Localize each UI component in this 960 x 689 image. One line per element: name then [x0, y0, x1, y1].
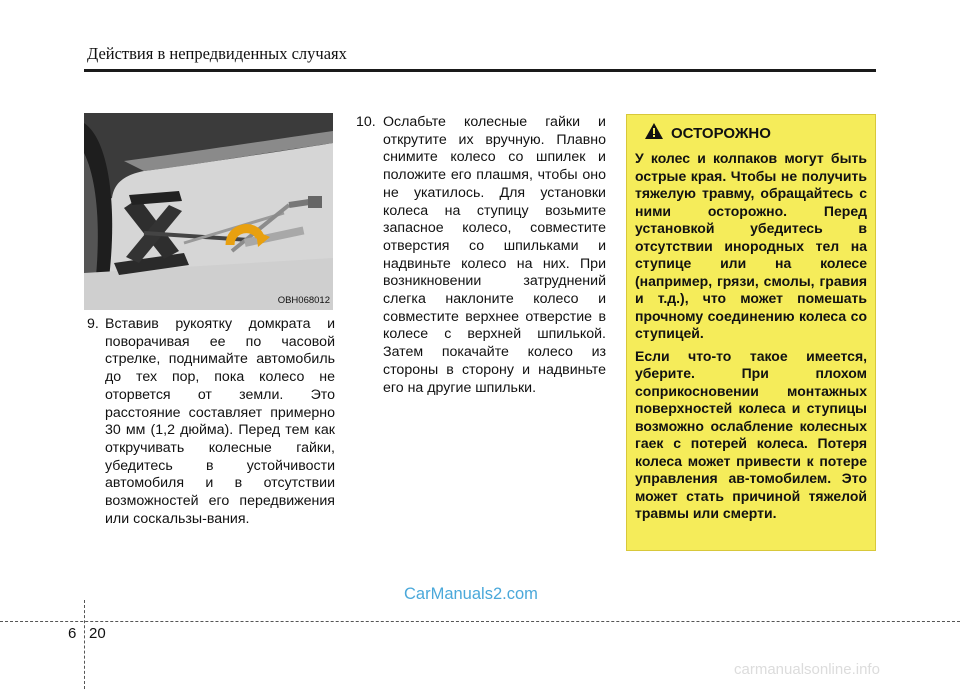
site-watermark: carmanualsonline.info — [734, 661, 880, 678]
caution-paragraph: У колес и колпаков могут быть острые края. Чтобы не получить тяжелую травму, обращайтесь с ними осторожно. Перед установкой убедитесь в отсутствии инородных тел на ступице или на колесе (например, грязи, смолы, гравия и т.д.), что может помешать прочному соединению колеса со ступицей. — [635, 150, 867, 341]
caution-paragraph: Если что-то такое имеется, уберите. При плохом соприкосновении монтажных поверхностей колеса и ступицы возможно ослабление колесных гаек с потерей колеса. Потеря колеса может привести к потере управления ав-томобилем. Это может стать причиной тяжелой травмы или смерти. — [635, 347, 867, 521]
step-10 — [356, 114, 606, 397]
jack-illustration — [84, 113, 333, 310]
chapter-number: 6 — [68, 625, 77, 642]
footer-divider — [84, 600, 85, 689]
footer-rule — [0, 621, 960, 622]
page-number: 20 — [89, 625, 106, 642]
page-header-title: Действия в непредвиденных случаях — [87, 44, 347, 63]
step-text: Вставив рукоятку домкрата и поворачивая ее по часовой стрелке, поднимайте автомобиль до тех пор, пока колесо не оторвется от земли. Это расстояние составляет примерно 30 мм (1,2 дюйма). Перед тем как откручивать колесные гайки, убедитесь в устойчивости автомобиля и в отсутствии возможностей его передвижения или соскальзы-вания. — [105, 316, 335, 527]
caution-title: ОСТОРОЖНО — [671, 125, 771, 142]
step-number: 9. — [87, 316, 99, 332]
figure-code: OBH068012 — [277, 295, 330, 306]
caution-box — [626, 114, 876, 551]
step-number: 10. — [356, 114, 376, 130]
watermark-link[interactable]: CarManuals2.com — [404, 585, 538, 603]
caution-header — [645, 123, 867, 144]
step-text: Ослабьте колесные гайки и открутите их вручную. Плавно снимите колесо со шпилек и положите его плашмя, чтобы оно не укатилось. Для установки колеса на ступицу возьмите запасное колесо, совместите отверстия со шпильками и надвиньте колесо на них. При возникновении затруднений слегка наклоните колесо и совместите верхнее отверстие в колесе с верхней шпилькой. Затем покачайте колесо из стороны в сторону и надвиньте его на другие шпильки. — [383, 114, 606, 396]
jack-and-handle-illustration-icon — [84, 113, 333, 310]
step-9 — [87, 316, 335, 528]
warning-triangle-icon — [645, 123, 663, 144]
header-rule — [84, 69, 876, 72]
